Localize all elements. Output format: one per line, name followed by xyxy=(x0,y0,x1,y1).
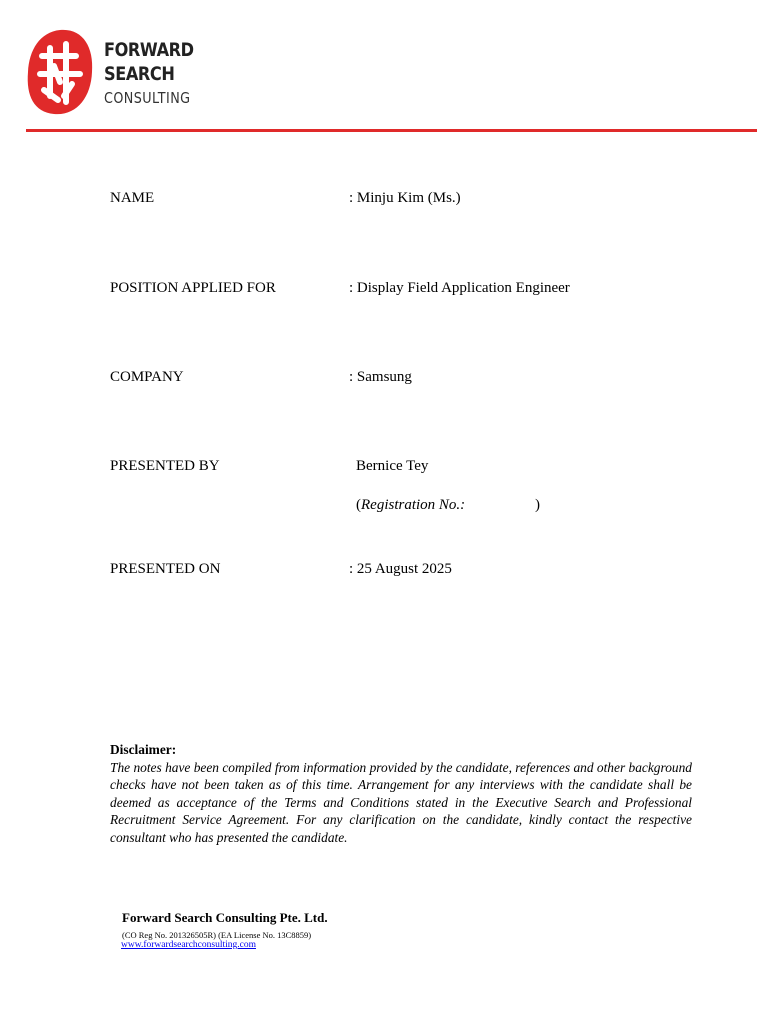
logo-wordmark xyxy=(104,38,209,108)
position-label: POSITION APPLIED FOR xyxy=(110,280,276,296)
header-divider xyxy=(26,129,757,132)
disclaimer-heading: Disclaimer: xyxy=(110,742,177,757)
footer xyxy=(121,910,328,950)
footer-company-name: Forward Search Consulting Pte. Ltd. xyxy=(122,910,328,925)
company-value: : Samsung xyxy=(349,369,412,385)
company-logo xyxy=(24,26,194,118)
company-label: COMPANY xyxy=(110,369,184,385)
footer-website-link[interactable]: www.forwardsearchconsulting.com xyxy=(121,940,256,950)
presented-by-value: Bernice Tey xyxy=(356,458,429,474)
presented-on-value: : 25 August 2025 xyxy=(349,561,452,577)
presented-on-label: PRESENTED ON xyxy=(110,561,221,577)
forward-search-logo-icon xyxy=(24,26,96,118)
logo-line-forward: FORWARD xyxy=(104,39,194,61)
disclaimer-section xyxy=(110,741,692,847)
registration-number xyxy=(356,497,465,514)
registration-label: Registration No.: xyxy=(361,497,466,513)
footer-registration: (CO Reg No. 201326505R) (EA License No. 13C8859) xyxy=(122,930,312,940)
registration-open-paren: ( xyxy=(356,497,361,513)
position-value: : Display Field Application Engineer xyxy=(349,280,570,296)
presented-by-label: PRESENTED BY xyxy=(110,458,220,474)
logo-line-search: SEARCH xyxy=(104,63,175,85)
registration-close-paren: ) xyxy=(535,497,540,513)
name-value: : Minju Kim (Ms.) xyxy=(349,190,461,206)
logo-line-consulting: CONSULTING xyxy=(104,89,191,107)
name-label: NAME xyxy=(110,190,155,206)
disclaimer-body: The notes have been compiled from information provided by the candidate, references and other background checks have not been taken as of this time. Arrangement for any interviews with the candidate shall be deemed as acceptance of the Terms and Conditions stated in the Executive Search and Professional Recruitment Service Agreement. For any clarification on the candidate, kindly contact the respective consultant who has presented the candidate. xyxy=(110,759,692,845)
